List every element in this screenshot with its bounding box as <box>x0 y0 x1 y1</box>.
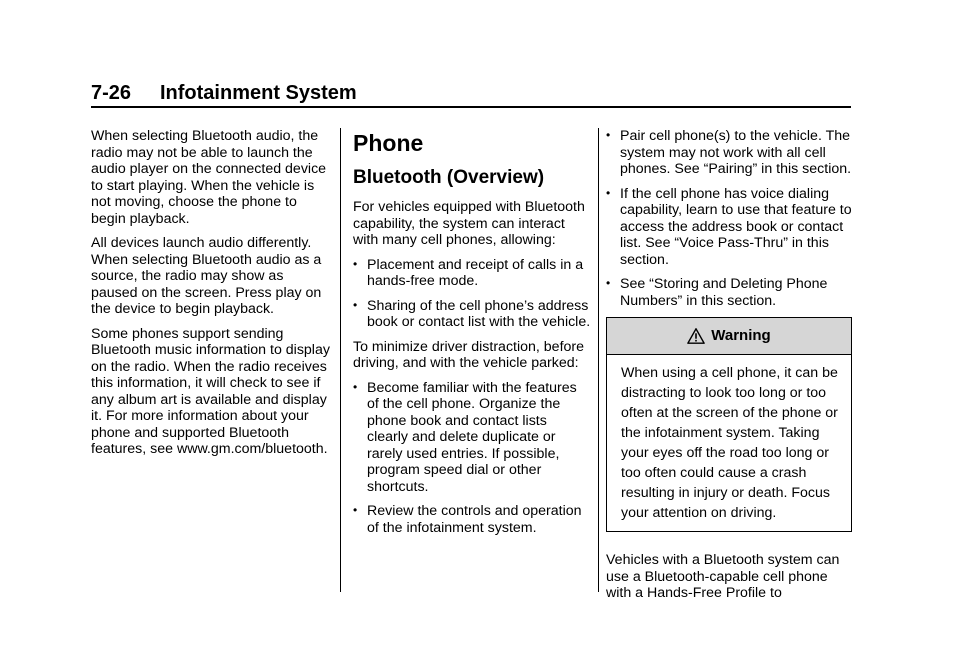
bullet-icon: • <box>606 185 611 200</box>
column-right <box>606 128 852 610</box>
list-item: • Placement and receipt of calls in a hands-free mode. <box>353 256 584 289</box>
list-item: • Pair cell phone(s) to the vehicle. The system may not work with all cell phones. See “Pairing” in this section. <box>606 128 852 177</box>
paragraph: For vehicles equipped with Bluetooth capability, the system can interact with many cell phones, allowing: <box>353 199 585 248</box>
warning-triangle-icon <box>687 327 705 345</box>
list-item: • If the cell phone has voice dialing capability, learn to use that feature to access the address book or contact list. See “Voice Pass-Thru” in this section. <box>606 185 852 268</box>
column-divider <box>598 128 599 592</box>
list-item: • Sharing of the cell phone’s address book or contact list with the vehicle. <box>353 297 591 330</box>
bullet-icon: • <box>353 379 358 394</box>
bullet-icon: • <box>606 128 611 142</box>
list-item: • Become familiar with the features of the cell phone. Organize the phone book and contact lists clearly and delete duplicate or rarely used entries. If possible, program speed dial or other shortcuts. <box>353 379 577 495</box>
column-divider <box>340 128 341 592</box>
paragraph: All devices launch audio differently. When selecting Bluetooth audio as a source, the radio may show as paused on the screen. Press play on the device to begin playback. <box>91 235 322 317</box>
bullet-icon: • <box>353 297 358 312</box>
paragraph: When selecting Bluetooth audio, the radio may not be able to launch the audio player on the connected device to start playing. When the vehicle is not moving, choose the phone to begin playback. <box>91 128 327 227</box>
column-left <box>91 128 331 466</box>
paragraph: Some phones support sending Bluetooth music information to display on the radio. When the radio receives this information, it will check to see if any album art is available and display it. For more information about your phone and supported Bluetooth features, see www.gm.com/bluetooth. <box>91 325 330 457</box>
page-number: 7-26 <box>91 82 132 104</box>
list-item: • See “Storing and Deleting Phone Numbers” in this section. <box>606 276 828 309</box>
warning-box <box>606 317 852 532</box>
heading-phone: Phone <box>353 130 424 156</box>
warning-title: Warning <box>711 326 771 344</box>
paragraph: To minimize driver distraction, before driving, and with the vehicle parked: <box>353 338 585 371</box>
bullet-list <box>606 128 852 309</box>
page-header <box>91 80 851 108</box>
section-title: Infotainment System <box>160 82 357 104</box>
paragraph: Vehicles with a Bluetooth system can use a Bluetooth-capable cell phone with a Hands-Free Profile to <box>606 552 840 601</box>
heading-bluetooth-overview: Bluetooth (Overview) <box>353 167 545 188</box>
bullet-list <box>353 257 591 331</box>
warning-text: When using a cell phone, it can be distracting to look too long or too often at the screen of the phone or the infotainment system. Taking your eyes off the road too long or too often could cause a crash resulting in injury or death. Focus your attention on driving. <box>621 365 838 521</box>
warning-header <box>607 318 851 355</box>
bullet-icon: • <box>353 256 358 271</box>
list-item: • Review the controls and operation of the infotainment system. <box>353 503 582 536</box>
bullet-icon: • <box>606 276 611 290</box>
bullet-list <box>353 380 591 537</box>
bullet-icon: • <box>353 503 358 517</box>
column-middle <box>353 128 591 544</box>
